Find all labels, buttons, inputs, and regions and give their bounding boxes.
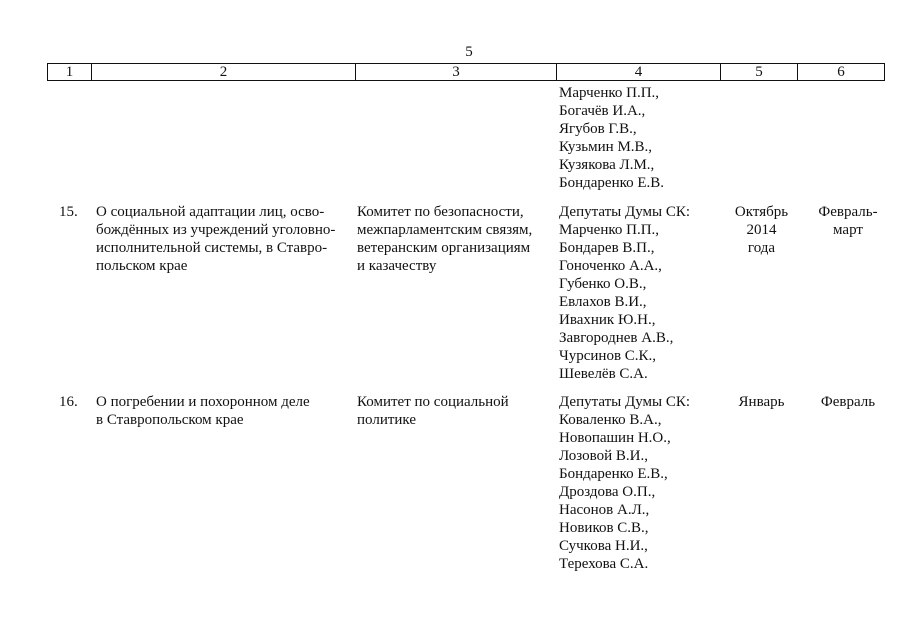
deputy-name: Ягубов Г.В., xyxy=(559,121,637,137)
committee-line: Комитет по социальной xyxy=(357,394,509,410)
column-header-1: 1 xyxy=(48,64,92,80)
deputy-name: Кузьмин М.В., xyxy=(559,139,653,155)
date-line: март xyxy=(833,222,863,238)
bill-title-line: О погребении и похоронном деле xyxy=(96,394,310,410)
column-header-4: 4 xyxy=(557,64,721,80)
deputy-name: Новиков С.В., xyxy=(559,520,649,536)
date-line: 2014 xyxy=(746,222,777,238)
date-line: Октябрь xyxy=(734,204,789,220)
responsible-committee xyxy=(357,203,547,275)
bill-title-line: исполнительной системы, в Ставро- xyxy=(96,240,328,256)
deputies-heading: Депутаты Думы СК: xyxy=(559,394,691,410)
deputies-heading: Депутаты Думы СК: xyxy=(559,204,691,220)
date-line: года xyxy=(747,240,776,256)
deputy-name: Кузякова Л.М., xyxy=(559,157,655,173)
responsible-committee xyxy=(357,393,547,429)
column-header-2: 2 xyxy=(92,64,356,80)
column-header-row xyxy=(47,63,885,81)
bill-title xyxy=(96,203,336,275)
deputy-name: Лозовой В.И., xyxy=(559,448,648,464)
deputy-name: Новопашин Н.О., xyxy=(559,430,671,446)
deputy-name: Ивахник Ю.Н., xyxy=(559,312,656,328)
deputy-name: Шевелёв С.А. xyxy=(559,366,648,382)
deputy-name: Гоноченко А.А., xyxy=(559,258,662,274)
date-line: Февраль- xyxy=(818,204,878,220)
bill-title-line: в Ставропольском крае xyxy=(96,412,244,428)
bill-title-line: бождённых из учреждений уголовно- xyxy=(96,222,336,238)
deputy-name: Губенко О.В., xyxy=(559,276,647,292)
deputy-name: Бондарев В.П., xyxy=(559,240,655,256)
submission-date xyxy=(729,393,794,411)
consideration-date xyxy=(808,203,888,239)
deputy-name: Евлахов В.И., xyxy=(559,294,647,310)
deputy-name: Дроздова О.П., xyxy=(559,484,656,500)
committee-line: ветеранским организациям xyxy=(357,240,531,256)
deputy-name: Терехова С.А. xyxy=(559,556,649,572)
committee-line: межпарламентским связям, xyxy=(357,222,533,238)
date-line: Январь xyxy=(738,394,785,410)
committee-line: политике xyxy=(357,412,416,428)
continued-deputies-list xyxy=(559,84,664,192)
deputy-name: Сучкова Н.И., xyxy=(559,538,648,554)
deputy-name: Богачёв И.А., xyxy=(559,103,646,119)
deputy-name: Марченко П.П., xyxy=(559,222,660,238)
bill-title-line: польском крае xyxy=(96,258,188,274)
deputy-name: Чурсинов С.К., xyxy=(559,348,657,364)
deputy-name: Бондаренко Е.В. xyxy=(559,175,665,191)
deputy-name: Марченко П.П., xyxy=(559,85,660,101)
row-number: 16. xyxy=(59,394,78,410)
column-header-6: 6 xyxy=(837,64,845,80)
committee-line: и казачеству xyxy=(357,258,437,274)
deputy-name: Насонов А.Л., xyxy=(559,502,650,518)
bill-title-line: О социальной адаптации лиц, осво- xyxy=(96,204,325,220)
column-header-5: 5 xyxy=(721,64,798,80)
consideration-date xyxy=(808,393,888,411)
column-header-3: 3 xyxy=(356,64,557,80)
row-number: 15. xyxy=(59,204,78,220)
committee-line: Комитет по безопасности, xyxy=(357,204,524,220)
date-line: Февраль xyxy=(820,394,876,410)
submission-date xyxy=(729,203,794,257)
deputy-name: Коваленко В.А., xyxy=(559,412,662,428)
deputies-list xyxy=(559,203,709,383)
deputy-name: Завгороднев А.В., xyxy=(559,330,674,346)
deputies-list xyxy=(559,393,709,573)
deputy-name: Бондаренко Е.В., xyxy=(559,466,668,482)
bill-title xyxy=(96,393,336,429)
page-number: 5 xyxy=(465,44,473,60)
